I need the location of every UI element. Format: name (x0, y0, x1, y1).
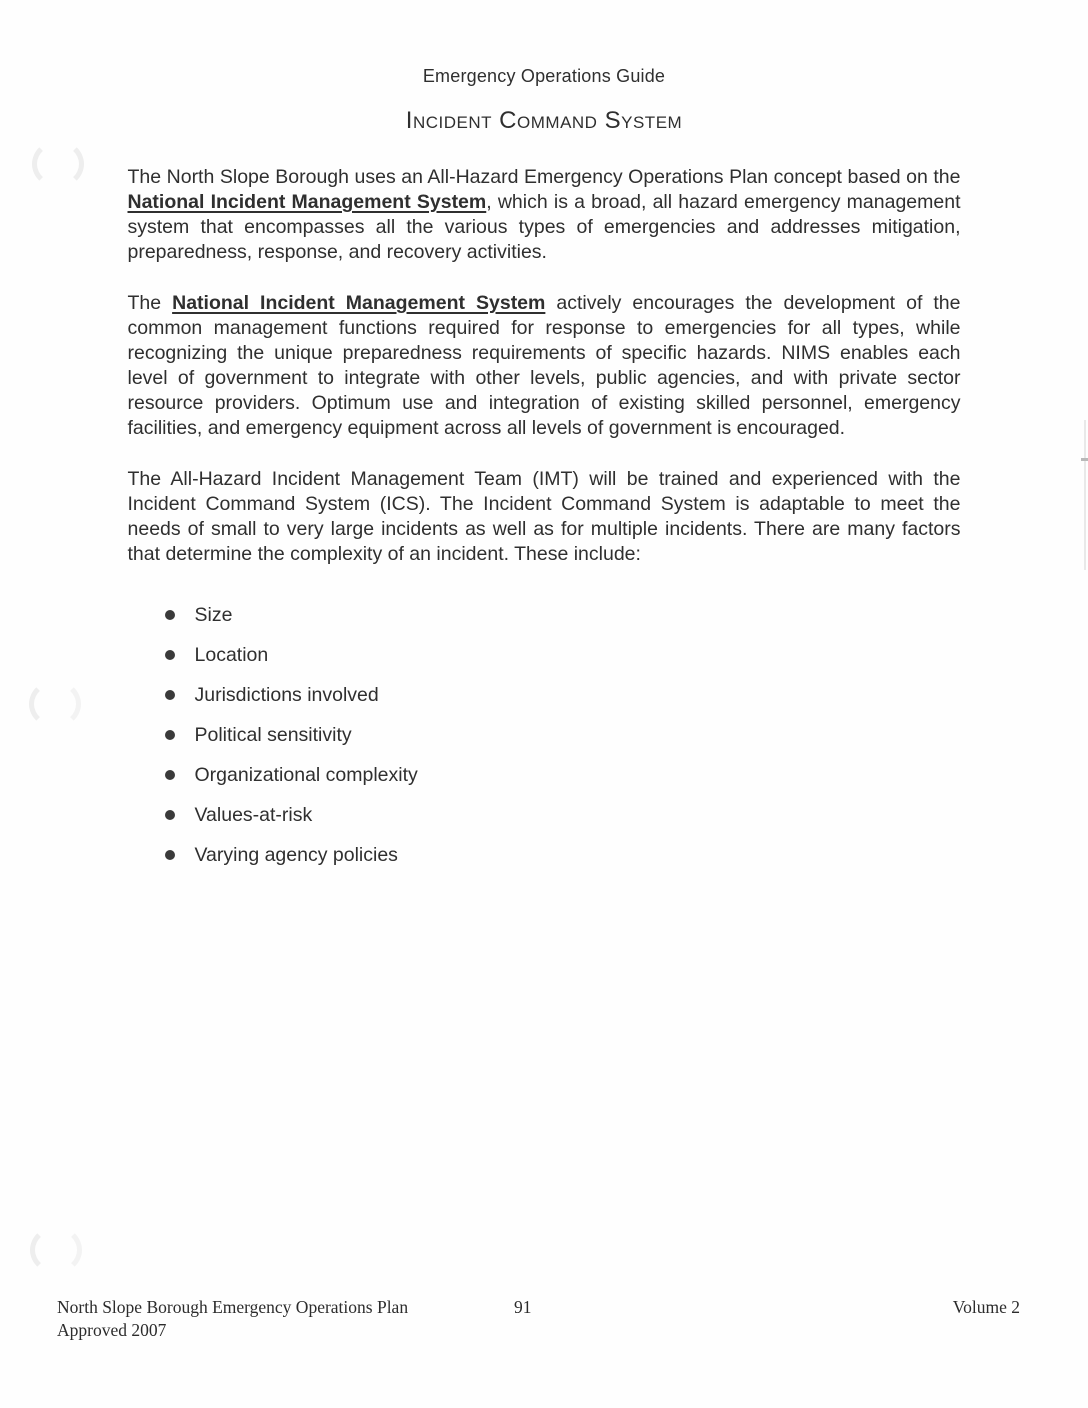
list-item (128, 723, 961, 747)
list-item-label: Political sensitivity (194, 724, 352, 746)
list-item-label: Location (194, 644, 269, 666)
list-item (128, 803, 961, 827)
list-item-label: Varying agency policies (194, 844, 398, 866)
nims-emphasis: National Incident Management System (172, 292, 546, 314)
page-number: 91 (514, 1297, 532, 1317)
paragraph-2-text: actively encourages the development of the common management functions required for response to emergencies for all types, while recognizing the unique preparedness requirements of specific hazards. NIMS enables each level of government to integrate with other levels, public agencies, and with private sector resource providers. Optimum use and integration of existing skilled personnel, emergency facilities, and emergency equipment across all levels of government is encouraged. (127, 292, 961, 439)
punch-hole-artifact (32, 140, 84, 188)
bullet-icon (165, 810, 175, 820)
list-item-label: Values-at-risk (194, 804, 313, 826)
list-item (128, 603, 961, 627)
nims-emphasis: National Incident Management System (127, 191, 487, 213)
list-item-label: Size (194, 604, 233, 626)
bullet-icon (165, 850, 175, 860)
paragraph-1 (128, 165, 961, 265)
bullet-icon (165, 610, 175, 620)
scan-edge-artifact (1084, 420, 1086, 570)
list-item (128, 643, 961, 667)
footer-document-name (57, 1296, 408, 1342)
list-item (128, 843, 961, 867)
bullet-icon (165, 650, 175, 660)
list-item-label: Jurisdictions involved (194, 684, 379, 706)
bullet-icon (165, 770, 175, 780)
paragraph-3: The All-Hazard Incident Management Team (IMT) will be trained and experienced with the Incident Command System (ICS). The Incident Command System is adaptable to meet the needs of small to very large incidents as well as for multiple incidents. There are many factors that determine the complexity of an incident. These include: (127, 468, 961, 565)
document-header: Emergency Operations Guide (422, 66, 666, 86)
list-item (128, 763, 961, 787)
footer-volume: Volume 2 (952, 1297, 1020, 1317)
list-item (128, 683, 961, 707)
scan-edge-artifact (1081, 458, 1088, 461)
incident-factor-list (128, 603, 961, 867)
bullet-icon (165, 690, 175, 700)
list-item-label: Organizational complexity (194, 764, 418, 786)
bullet-icon (165, 730, 175, 740)
document-body (128, 165, 961, 867)
punch-hole-artifact (29, 680, 81, 728)
footer-line-1: North Slope Borough Emergency Operations Plan (57, 1297, 409, 1317)
paragraph-1-text: , which is a broad, all hazard emergency management system that encompasses all the various types of emergencies and addresses mitigation, preparedness, response, and recovery activities. (127, 191, 961, 263)
punch-hole-artifact (30, 1226, 82, 1274)
page-title: Incident Command System (405, 107, 683, 134)
paragraph-2-text: The (127, 292, 173, 314)
footer-line-2: Approved 2007 (57, 1320, 167, 1340)
paragraph-2 (128, 291, 961, 441)
paragraph-1-text: The North Slope Borough uses an All-Hazard Emergency Operations Plan concept based on the (127, 166, 961, 188)
